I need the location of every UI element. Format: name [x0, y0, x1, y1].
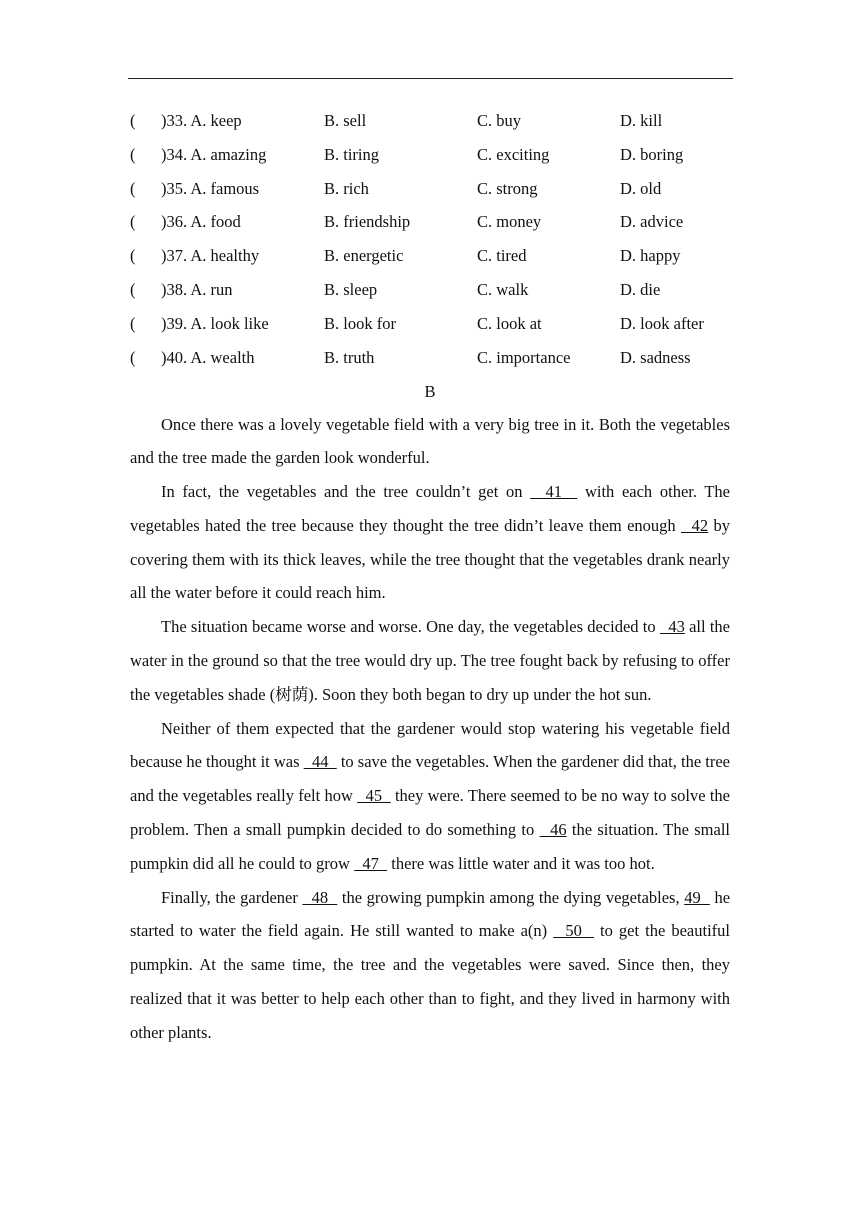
- passage-text: Neither of them expected that the gardener would stop watering his vegetable field because he thought it was: [130, 718, 730, 772]
- option-a: )35. A. famous: [161, 178, 260, 198]
- passage-text: they were. There seemed to be no way to solve the problem. Then a small pumpkin decided to do something to: [130, 786, 731, 840]
- option-d: D. advice: [620, 212, 684, 232]
- reading-passage: [130, 408, 730, 1050]
- option-c: C. tired: [477, 246, 527, 266]
- choice-list: [130, 104, 730, 374]
- passage-text: by covering them with its thick leaves, while the tree thought that the vegetables drank nearly all the water before it could reach him.: [130, 515, 731, 603]
- passage-paragraph: [130, 475, 730, 610]
- choice-row: [130, 172, 730, 206]
- option-a: )40. A. wealth: [161, 347, 255, 367]
- choice-row: [130, 239, 730, 273]
- option-a: )33. A. keep: [161, 111, 242, 130]
- passage-text: all the water in the ground so that the tree would dry up. The tree fought back by refusing to offer the vegetables shade (树荫). Soon they both began to dry up under the hot sun.: [130, 617, 730, 704]
- passage-text: with each other. The vegetables hated the tree because they thought the tree didn’t leave them enough: [130, 482, 730, 535]
- option-a: )37. A. healthy: [161, 246, 260, 266]
- option-b: B. energetic: [324, 246, 404, 266]
- passage-paragraph: [130, 881, 730, 1050]
- passage-text: to get the beautiful pumpkin. At the same time, the tree and the vegetables were saved. Since then, they realized that it was better to help each other than to fight, and they lived in harmony with other plants.: [130, 921, 731, 1042]
- option-c: C. strong: [477, 178, 538, 198]
- option-c: C. exciting: [477, 144, 550, 164]
- section-title: B: [424, 382, 436, 401]
- option-d: D. boring: [620, 144, 684, 164]
- option-b: B. friendship: [324, 212, 411, 232]
- blank-50: 50: [553, 921, 594, 941]
- passage-text: the growing pumpkin among the dying vegetables,: [337, 887, 685, 907]
- option-a: )38. A. run: [161, 279, 233, 299]
- passage-text: the situation. The small pumpkin did all he could to grow: [130, 820, 730, 873]
- blank-44: 44: [303, 752, 337, 772]
- choice-row: [130, 138, 730, 172]
- passage-text: In fact, the vegetables and the tree couldn’t get on: [161, 482, 531, 502]
- option-c: C. look at: [477, 313, 542, 333]
- option-c: C. money: [477, 212, 542, 232]
- passage-paragraph: Once there was a lovely vegetable field with a very big tree in it. Both the vegetables and the tree made the garden look wonderful.: [130, 414, 730, 468]
- option-b: B. sell: [324, 111, 367, 130]
- option-d: D. sadness: [620, 347, 691, 367]
- option-b: B. look for: [324, 313, 396, 333]
- passage-text: there was little water and it was too hot.: [387, 853, 655, 873]
- header-rule: [128, 78, 733, 79]
- option-a: )39. A. look like: [161, 313, 269, 333]
- blank-48: 48: [302, 887, 338, 907]
- passage-text: Finally, the gardener: [161, 887, 303, 907]
- answer-paren: (: [130, 212, 136, 232]
- option-a: )36. A. food: [161, 212, 241, 232]
- answer-paren: (: [130, 178, 136, 198]
- option-b: B. truth: [324, 347, 375, 367]
- blank-46: 46: [539, 820, 567, 840]
- choice-row: [130, 273, 730, 307]
- answer-paren: (: [130, 313, 136, 333]
- option-c: C. buy: [477, 111, 522, 130]
- answer-paren: (: [130, 347, 136, 367]
- option-b: B. sleep: [324, 279, 378, 299]
- blank-41: 41: [530, 482, 578, 502]
- passage-text: The situation became worse and worse. One day, the vegetables decided to: [161, 617, 660, 637]
- option-d: D. look after: [620, 313, 704, 333]
- option-a: )34. A. amazing: [161, 144, 267, 164]
- blank-43: 43: [659, 617, 685, 637]
- option-d: D. kill: [620, 111, 663, 130]
- option-b: B. rich: [324, 178, 369, 198]
- option-b: B. tiring: [324, 144, 380, 164]
- option-d: D. happy: [620, 246, 681, 266]
- blank-47: 47: [354, 853, 388, 873]
- option-c: C. walk: [477, 279, 529, 299]
- blank-49: 49: [684, 887, 710, 907]
- option-d: D. old: [620, 178, 662, 198]
- choice-row: [130, 205, 730, 239]
- answer-paren: (: [130, 246, 136, 266]
- answer-paren: (: [130, 144, 136, 164]
- choice-row: [130, 341, 730, 375]
- option-d: D. die: [620, 279, 661, 299]
- answer-paren: (: [130, 111, 136, 130]
- option-c: C. importance: [477, 347, 571, 367]
- blank-42: 42: [681, 515, 709, 535]
- passage-paragraph: [130, 712, 730, 881]
- choice-row: [130, 104, 730, 138]
- choice-row: [130, 307, 730, 341]
- passage-paragraph: [130, 610, 730, 711]
- answer-paren: (: [130, 279, 136, 299]
- blank-45: 45: [357, 786, 391, 806]
- passage-text: he started to water the field again. He still wanted to make a(n): [130, 887, 731, 941]
- passage-text: to save the vegetables. When the gardener did that, the tree and the vegetables really felt how: [130, 752, 730, 806]
